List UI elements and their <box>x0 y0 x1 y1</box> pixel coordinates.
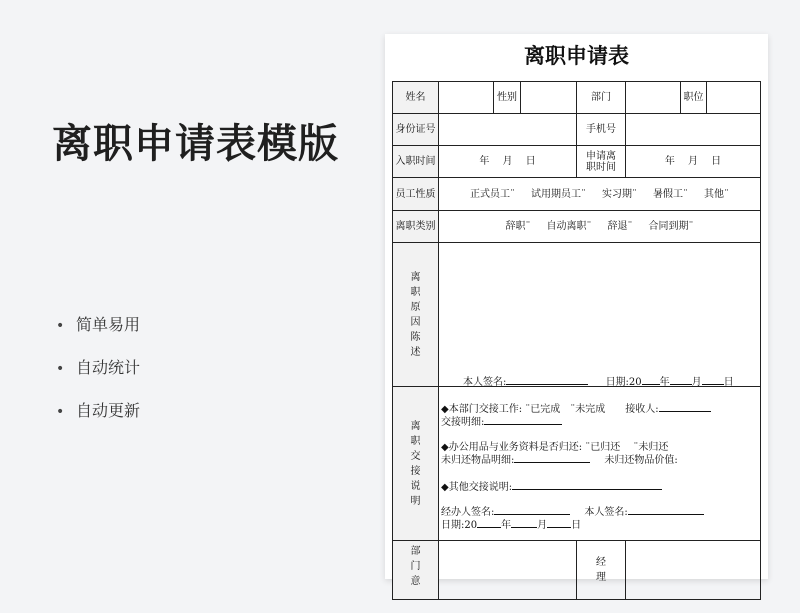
option-intern[interactable]: 实习期¨ <box>602 188 637 200</box>
handover-dept-work: ◆本部门交接工作: ¨已完成 ¨未完成 接收人: <box>441 400 711 415</box>
feature-item <box>56 312 140 355</box>
manager-field[interactable] <box>625 540 761 600</box>
feature-item <box>56 355 140 398</box>
manager-label-text: 经理 <box>596 557 606 583</box>
reason-month: 月 <box>691 377 702 388</box>
position-field[interactable] <box>706 81 761 114</box>
entry-time-label: 入职时间 <box>392 145 439 178</box>
id-number-field[interactable] <box>438 113 577 146</box>
handover-date: 日期:20 年 月 日 <box>441 520 582 531</box>
form-document <box>385 34 768 587</box>
reason-year: 年 <box>659 377 670 388</box>
option-dismissed[interactable]: 辞退¨ <box>607 221 633 232</box>
apply-time-label: 申请离职时间 <box>576 145 626 178</box>
feature-label: 自动统计 <box>76 358 141 377</box>
employee-type-options <box>438 177 761 211</box>
reason-field[interactable] <box>438 242 761 387</box>
handover-signatures: 经办人签名: 本人签名: <box>441 503 704 518</box>
feature-list <box>56 312 140 441</box>
reason-sign-blank[interactable] <box>506 375 588 385</box>
manager-label <box>576 540 626 600</box>
handler-sign-blank[interactable] <box>494 505 570 515</box>
phone-field[interactable] <box>625 113 761 146</box>
option-other[interactable]: 其他¨ <box>704 188 729 200</box>
reason-day: 日 <box>723 377 734 388</box>
receiver-blank[interactable] <box>659 402 711 412</box>
dept-opinion-label <box>392 540 439 600</box>
feature-item <box>56 398 140 441</box>
reason-sign-label: 本人签名: <box>463 377 507 388</box>
handover-other: ◆其他交接说明: <box>441 478 662 493</box>
form-title: 离职申请表 <box>524 44 629 68</box>
id-number-label: 身份证号 <box>392 113 439 146</box>
option-contract-end[interactable]: 合同到期¨ <box>648 221 694 232</box>
name-field[interactable] <box>438 81 494 114</box>
option-summer[interactable]: 暑假工¨ <box>653 188 688 200</box>
promo-title: 离职申请表模版 <box>52 121 339 167</box>
handover-detail: 交接明细: <box>441 413 562 428</box>
leave-type-options <box>438 210 761 243</box>
phone-label: 手机号 <box>576 113 626 146</box>
feature-label: 简单易用 <box>76 315 141 334</box>
bullet-icon: • <box>56 318 65 334</box>
department-field[interactable] <box>625 81 681 114</box>
dept-opinion-field[interactable] <box>438 540 577 600</box>
bullet-icon: • <box>56 404 65 420</box>
option-resign[interactable]: 辞职¨ <box>505 221 531 232</box>
entry-time-field[interactable]: 年 月 日 <box>438 145 577 178</box>
reason-label-text: 离职原因陈述 <box>410 271 421 358</box>
handover-office: ◆办公用品与业务资料是否归还: ¨已归还 ¨未归还 <box>441 442 669 453</box>
handover-label-text: 离职交接说明 <box>410 420 421 507</box>
feature-label: 自动更新 <box>76 401 141 420</box>
self-sign-blank[interactable] <box>628 505 704 515</box>
handover-unreturned: 未归还物品明细: 未归还物品价值: <box>441 455 678 466</box>
reason-label <box>392 242 439 387</box>
option-regular[interactable]: 正式员工¨ <box>470 188 515 200</box>
gender-field[interactable] <box>520 81 577 114</box>
option-self-leave[interactable]: 自动离职¨ <box>546 221 592 232</box>
dept-opinion-text: 部门意 <box>410 546 421 587</box>
reason-date-label: 日期:20 <box>605 377 642 388</box>
employee-type-label: 员工性质 <box>392 177 439 211</box>
unreturned-blank[interactable] <box>514 453 590 463</box>
option-probation[interactable]: 试用期员工¨ <box>531 188 586 200</box>
name-label: 姓名 <box>392 81 439 114</box>
bullet-icon: • <box>56 361 65 377</box>
department-label: 部门 <box>576 81 626 114</box>
leave-type-label: 离职类别 <box>392 210 439 243</box>
handover-label <box>392 386 439 541</box>
other-blank[interactable] <box>512 480 662 490</box>
apply-time-field[interactable]: 年 月 日 <box>625 145 761 178</box>
position-label: 职位 <box>680 81 707 114</box>
gender-label: 性别 <box>493 81 521 114</box>
detail-blank[interactable] <box>484 415 562 425</box>
